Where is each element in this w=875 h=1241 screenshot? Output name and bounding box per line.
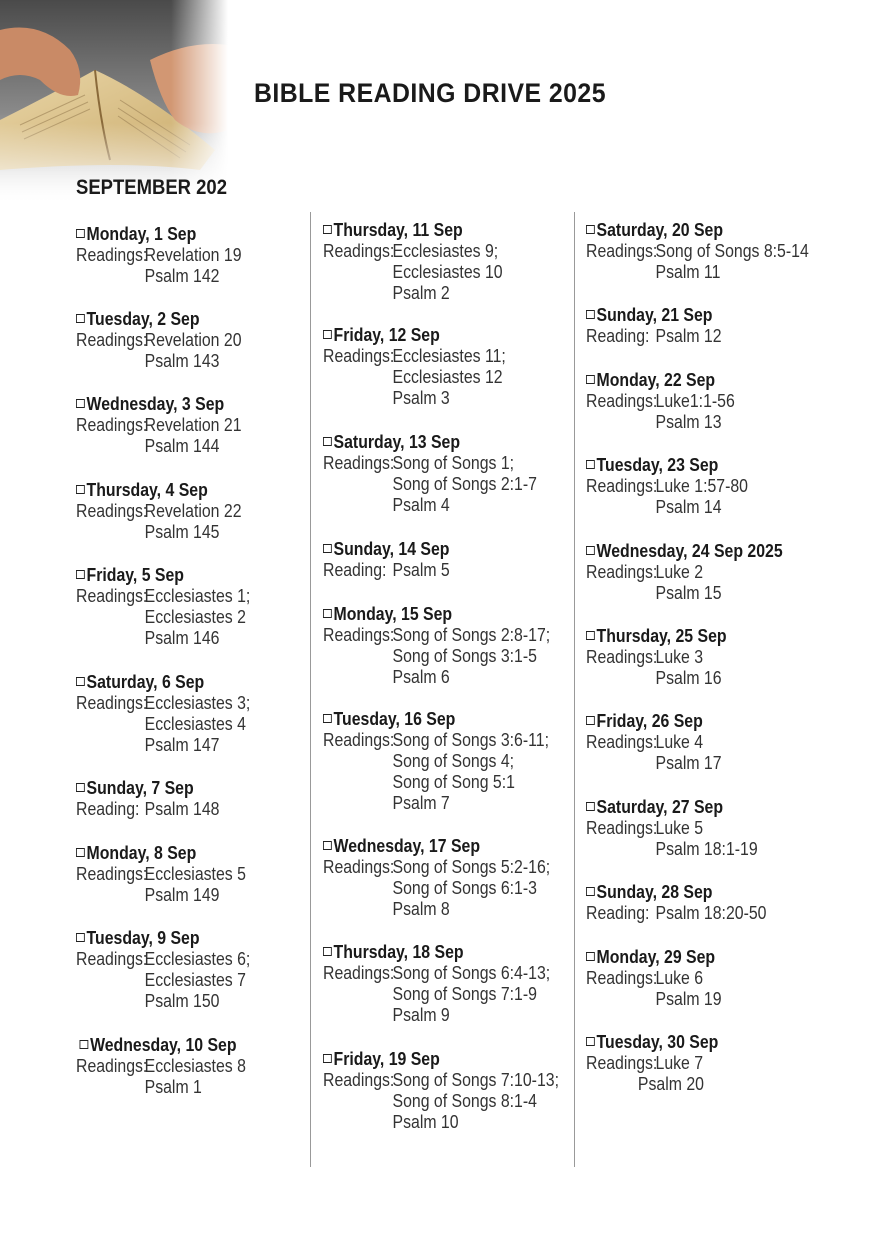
reading-passage: Song of Songs 3:1-5 (392, 646, 537, 666)
day-label: Thursday, 18 Sep (333, 942, 464, 962)
reading-passage: Ecclesiastes 9; (392, 241, 499, 261)
reading-passage: Ecclesiastes 7 (144, 970, 246, 990)
readings-row (323, 346, 543, 409)
reading-passage: Psalm 143 (144, 351, 220, 371)
readings-row (76, 864, 296, 906)
reading-passage: Luke 1:57-80 (655, 476, 749, 496)
checkbox[interactable] (323, 947, 332, 956)
reading-passage: Psalm 3 (392, 388, 450, 408)
readings-label: Readings: (323, 241, 395, 261)
checkbox[interactable] (323, 714, 332, 723)
readings-row (76, 586, 296, 649)
readings-label: Readings: (586, 647, 658, 667)
readings-row (76, 501, 296, 543)
reading-passage: Psalm 148 (144, 799, 220, 819)
readings-list (393, 453, 537, 516)
day-label: Thursday, 4 Sep (86, 480, 208, 500)
readings-label: Readings: (76, 415, 148, 435)
reading-passage: Song of Songs 2:1-7 (392, 474, 537, 494)
checkbox[interactable] (80, 1040, 89, 1049)
day-label: Tuesday, 16 Sep (333, 709, 456, 729)
readings-row (76, 245, 296, 287)
readings-label: Reading: (586, 326, 650, 346)
reading-passage: Ecclesiastes 3; (144, 693, 251, 713)
reading-day-entry (76, 672, 326, 756)
reading-passage: Song of Songs 7:10-13; (392, 1070, 559, 1090)
day-heading (586, 947, 806, 968)
day-label: Monday, 15 Sep (333, 604, 453, 624)
reading-day-entry (586, 220, 836, 283)
reading-passage: Song of Songs 6:1-3 (392, 878, 537, 898)
readings-label: Readings: (586, 732, 658, 752)
page-title: BIBLE READING DRIVE 2025 (254, 78, 606, 108)
reading-day-entry (76, 778, 326, 820)
day-heading (323, 604, 543, 625)
reading-passage: Psalm 146 (144, 628, 220, 648)
day-label: Wednesday, 24 Sep 2025 (596, 541, 783, 561)
readings-list (393, 625, 551, 688)
readings-row (586, 732, 806, 774)
readings-list (656, 562, 722, 604)
day-label: Sunday, 21 Sep (596, 305, 713, 325)
reading-passage: Ecclesiastes 5 (144, 864, 246, 884)
readings-list (145, 693, 251, 756)
reading-passage: Psalm 7 (392, 793, 450, 813)
reading-day-entry (76, 480, 326, 543)
readings-label: Readings: (586, 1053, 658, 1073)
readings-list (656, 818, 758, 860)
readings-list (145, 586, 251, 649)
readings-row (586, 903, 806, 924)
reading-passage: Song of Songs 5:2-16; (392, 857, 551, 877)
reading-day-entry (586, 305, 836, 347)
reading-passage: Song of Songs 8:1-4 (392, 1091, 537, 1111)
readings-row (76, 415, 296, 457)
readings-row (323, 730, 549, 814)
day-label: Wednesday, 17 Sep (333, 836, 480, 856)
reading-passage: Psalm 19 (655, 989, 722, 1009)
month-heading: SEPTEMBER 202 (76, 176, 227, 199)
readings-list (145, 245, 242, 287)
readings-label: Readings: (76, 245, 148, 265)
reading-day-entry (323, 325, 573, 409)
readings-row (323, 560, 543, 581)
day-label: Tuesday, 30 Sep (596, 1032, 719, 1052)
day-heading (586, 541, 806, 562)
reading-passage: Luke 7 (655, 1053, 704, 1073)
reading-day-entry (323, 604, 573, 688)
reading-passage: Ecclesiastes 4 (144, 714, 246, 734)
readings-list (656, 476, 748, 518)
reading-passage: Psalm 13 (655, 412, 722, 432)
readings-row (323, 1070, 559, 1133)
checkbox[interactable] (76, 783, 85, 792)
readings-label: Readings: (76, 949, 148, 969)
reading-passage: Psalm 142 (144, 266, 220, 286)
reading-passage: Song of Songs 4; (392, 751, 515, 771)
day-label: Saturday, 6 Sep (86, 672, 205, 692)
readings-list (656, 241, 809, 283)
reading-day-entry (323, 1049, 573, 1133)
checkbox[interactable] (323, 1054, 332, 1063)
day-label: Monday, 1 Sep (86, 224, 197, 244)
reading-passage: Psalm 4 (392, 495, 450, 515)
day-heading (586, 1032, 806, 1053)
checkbox[interactable] (323, 225, 332, 234)
day-heading (76, 565, 296, 586)
reading-day-entry (76, 843, 326, 906)
readings-list (656, 391, 735, 433)
readings-label: Readings: (323, 730, 395, 750)
column-divider (574, 212, 575, 1167)
readings-list (656, 903, 767, 924)
checkbox[interactable] (586, 375, 595, 384)
readings-row (76, 330, 296, 372)
day-heading (586, 220, 806, 241)
day-heading (76, 672, 296, 693)
reading-passage: Luke 2 (655, 562, 704, 582)
readings-label: Readings: (76, 501, 148, 521)
day-label: Friday, 5 Sep (86, 565, 184, 585)
day-heading (76, 843, 296, 864)
reading-day-entry (76, 565, 326, 649)
readings-label: Readings: (323, 453, 395, 473)
checkbox[interactable] (323, 609, 332, 618)
reading-passage: Psalm 18:1-19 (655, 839, 758, 859)
day-heading (76, 309, 296, 330)
readings-label: Readings: (586, 562, 658, 582)
reading-passage: Psalm 1 (144, 1077, 202, 1097)
readings-row (76, 799, 296, 820)
readings-list (393, 857, 551, 920)
day-label: Tuesday, 2 Sep (86, 309, 200, 329)
reading-day-entry (76, 1035, 326, 1098)
checkbox[interactable] (586, 716, 595, 725)
readings-row (586, 968, 806, 1010)
day-heading (323, 709, 543, 730)
reading-passage: Psalm 144 (144, 436, 220, 456)
readings-list (145, 864, 246, 906)
day-heading (323, 432, 543, 453)
reading-passage: Psalm 149 (144, 885, 220, 905)
readings-label: Readings: (323, 1070, 395, 1090)
readings-label: Readings: (76, 330, 148, 350)
day-label: Tuesday, 23 Sep (596, 455, 719, 475)
readings-label: Readings: (76, 693, 148, 713)
readings-list (656, 968, 722, 1010)
reading-day-entry (586, 626, 836, 689)
readings-list (656, 732, 722, 774)
readings-list (637, 1053, 704, 1095)
reading-passage: Luke 4 (655, 732, 704, 752)
reading-passage: Song of Songs 2:8-17; (392, 625, 551, 645)
day-heading (76, 928, 296, 949)
checkbox[interactable] (323, 841, 332, 850)
day-heading (323, 942, 543, 963)
reading-passage: Psalm 2 (392, 283, 450, 303)
readings-label: Readings: (586, 818, 658, 838)
reading-passage: Revelation 21 (144, 415, 242, 435)
reading-day-entry (76, 928, 326, 1012)
readings-label: Reading: (323, 560, 387, 580)
readings-label: Readings: (76, 1056, 148, 1076)
readings-row (586, 241, 809, 283)
reading-day-entry (323, 942, 573, 1026)
readings-label: Readings: (323, 625, 395, 645)
reading-passage: Song of Songs 6:4-13; (392, 963, 551, 983)
reading-passage: Ecclesiastes 6; (144, 949, 251, 969)
checkbox[interactable] (76, 677, 85, 686)
day-label: Monday, 22 Sep (596, 370, 716, 390)
reading-day-entry (76, 224, 326, 287)
day-heading (323, 1049, 543, 1070)
day-heading (76, 224, 296, 245)
reading-passage: Song of Song 5:1 (392, 772, 515, 792)
readings-label: Readings: (323, 346, 395, 366)
checkbox[interactable] (323, 544, 332, 553)
day-label: Wednesday, 10 Sep (90, 1035, 237, 1055)
reading-passage: Psalm 145 (144, 522, 220, 542)
checkbox[interactable] (76, 485, 85, 494)
day-heading (323, 220, 543, 241)
readings-row (323, 241, 543, 304)
header-photo-open-bible (0, 0, 228, 205)
reading-passage: Psalm 20 (637, 1074, 704, 1094)
reading-passage: Psalm 9 (392, 1005, 450, 1025)
readings-list (145, 330, 242, 372)
readings-row (586, 647, 806, 689)
reading-passage: Psalm 16 (655, 668, 722, 688)
readings-label: Readings: (586, 476, 658, 496)
day-label: Thursday, 25 Sep (596, 626, 727, 646)
reading-passage: Psalm 14 (655, 497, 722, 517)
day-label: Monday, 8 Sep (86, 843, 197, 863)
checkbox[interactable] (76, 399, 85, 408)
reading-passage: Psalm 18:20-50 (655, 903, 767, 923)
day-heading (586, 882, 806, 903)
readings-list (393, 730, 549, 814)
readings-row (323, 625, 551, 688)
reading-day-entry (323, 432, 573, 516)
checkbox[interactable] (586, 460, 595, 469)
reading-passage: Psalm 8 (392, 899, 450, 919)
reading-passage: Luke 6 (655, 968, 704, 988)
day-heading (323, 836, 543, 857)
reading-passage: Psalm 147 (144, 735, 220, 755)
day-heading (586, 370, 806, 391)
checkbox[interactable] (586, 952, 595, 961)
reading-day-entry (323, 836, 573, 920)
day-heading (586, 797, 806, 818)
reading-passage: Revelation 22 (144, 501, 242, 521)
day-heading (76, 1035, 296, 1056)
readings-row (323, 453, 543, 516)
reading-day-entry (586, 797, 836, 860)
readings-row (586, 391, 806, 433)
readings-list (145, 799, 220, 820)
reading-passage: Ecclesiastes 2 (144, 607, 246, 627)
readings-list (656, 326, 722, 347)
reading-passage: Luke 3 (655, 647, 704, 667)
reading-passage: Luke 5 (655, 818, 704, 838)
readings-list (145, 949, 251, 1012)
day-label: Friday, 12 Sep (333, 325, 440, 345)
day-label: Wednesday, 3 Sep (86, 394, 225, 414)
reading-day-entry (586, 947, 836, 1010)
reading-passage: Ecclesiastes 8 (144, 1056, 246, 1076)
readings-label: Reading: (76, 799, 140, 819)
checkbox[interactable] (586, 887, 595, 896)
checkbox[interactable] (586, 225, 595, 234)
day-label: Saturday, 27 Sep (596, 797, 724, 817)
reading-passage: Revelation 20 (144, 330, 242, 350)
day-label: Saturday, 20 Sep (596, 220, 724, 240)
checkbox[interactable] (76, 570, 85, 579)
readings-list (393, 1070, 559, 1133)
reading-day-entry (323, 709, 573, 814)
day-label: Tuesday, 9 Sep (86, 928, 200, 948)
readings-row (76, 1056, 296, 1098)
readings-label: Readings: (76, 864, 148, 884)
reading-passage: Psalm 150 (144, 991, 220, 1011)
day-label: Sunday, 28 Sep (596, 882, 713, 902)
day-label: Friday, 19 Sep (333, 1049, 440, 1069)
readings-row (323, 963, 551, 1026)
readings-label: Readings: (586, 241, 658, 261)
reading-day-entry (323, 220, 573, 304)
readings-list (393, 560, 450, 581)
readings-row (586, 476, 806, 518)
reading-passage: Ecclesiastes 11; (392, 346, 506, 366)
readings-label: Readings: (586, 968, 658, 988)
checkbox[interactable] (76, 229, 85, 238)
readings-row (586, 1053, 806, 1095)
reading-passage: Psalm 6 (392, 667, 450, 687)
checkbox[interactable] (323, 330, 332, 339)
reading-passage: Luke1:1-56 (655, 391, 735, 411)
day-heading (586, 305, 806, 326)
readings-label: Reading: (586, 903, 650, 923)
reading-passage: Psalm 10 (392, 1112, 459, 1132)
readings-label: Readings: (586, 391, 658, 411)
checkbox[interactable] (586, 310, 595, 319)
readings-row (323, 857, 551, 920)
day-label: Monday, 29 Sep (596, 947, 716, 967)
readings-row (586, 326, 806, 347)
reading-passage: Song of Songs 8:5-14 (655, 241, 809, 261)
reading-passage: Psalm 5 (392, 560, 450, 580)
checkbox[interactable] (586, 631, 595, 640)
reading-passage: Ecclesiastes 10 (392, 262, 503, 282)
checkbox[interactable] (586, 546, 595, 555)
reading-passage: Psalm 12 (655, 326, 722, 346)
day-heading (323, 325, 543, 346)
reading-day-entry (586, 882, 836, 924)
day-label: Sunday, 7 Sep (86, 778, 194, 798)
readings-row (76, 949, 296, 1012)
reading-passage: Ecclesiastes 12 (392, 367, 503, 387)
reading-passage: Revelation 19 (144, 245, 242, 265)
readings-row (586, 818, 806, 860)
reading-passage: Psalm 17 (655, 753, 722, 773)
reading-day-entry (76, 394, 326, 457)
reading-passage: Psalm 11 (655, 262, 721, 282)
reading-passage: Song of Songs 1; (392, 453, 515, 473)
reading-passage: Song of Songs 3:6-11; (392, 730, 549, 750)
reading-day-entry (586, 711, 836, 774)
reading-passage: Song of Songs 7:1-9 (392, 984, 537, 1004)
checkbox[interactable] (76, 314, 85, 323)
day-heading (586, 626, 806, 647)
reading-passage: Ecclesiastes 1; (144, 586, 251, 606)
reading-day-entry (586, 541, 836, 604)
reading-day-entry (586, 1032, 836, 1095)
day-heading (76, 480, 296, 501)
day-heading (586, 711, 806, 732)
day-heading (76, 394, 296, 415)
day-heading (586, 455, 806, 476)
readings-list (145, 415, 242, 457)
reading-day-entry (76, 309, 326, 372)
checkbox[interactable] (76, 848, 85, 857)
checkbox[interactable] (586, 1037, 595, 1046)
day-heading (323, 539, 543, 560)
readings-row (586, 562, 806, 604)
day-label: Saturday, 13 Sep (333, 432, 461, 452)
readings-list (393, 241, 503, 304)
readings-list (145, 1056, 246, 1098)
readings-list (393, 963, 551, 1026)
day-label: Thursday, 11 Sep (333, 220, 463, 240)
day-label: Friday, 26 Sep (596, 711, 703, 731)
day-heading (76, 778, 296, 799)
day-label: Sunday, 14 Sep (333, 539, 450, 559)
readings-list (656, 647, 722, 689)
reading-day-entry (586, 455, 836, 518)
checkbox[interactable] (586, 802, 595, 811)
readings-row (76, 693, 296, 756)
checkbox[interactable] (323, 437, 332, 446)
readings-label: Readings: (323, 857, 395, 877)
readings-list (393, 346, 506, 409)
reading-passage: Psalm 15 (655, 583, 722, 603)
reading-day-entry (323, 539, 573, 581)
readings-label: Readings: (76, 586, 148, 606)
checkbox[interactable] (76, 933, 85, 942)
readings-label: Readings: (323, 963, 395, 983)
reading-day-entry (586, 370, 836, 433)
readings-list (145, 501, 242, 543)
